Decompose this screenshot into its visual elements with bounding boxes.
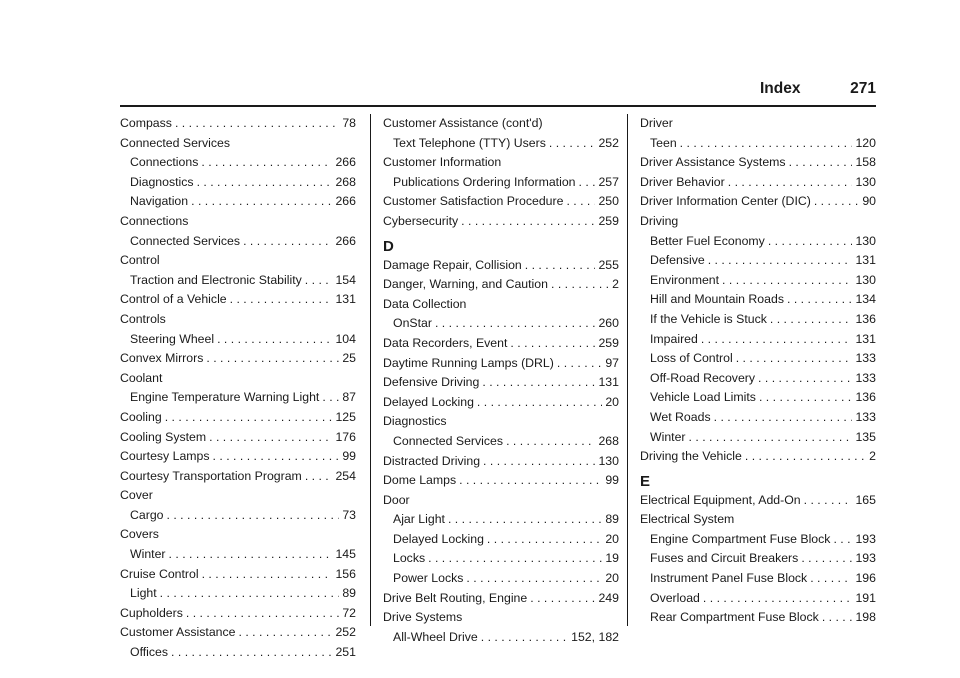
index-subentry (120, 232, 356, 252)
dot-leader (230, 290, 333, 310)
entry-page-ref: 191 (855, 590, 876, 605)
dot-leader (197, 173, 333, 193)
entry-page-ref: 131 (598, 375, 619, 390)
index-entry (120, 447, 356, 467)
index-subentry (640, 251, 876, 271)
column-divider (627, 114, 628, 626)
index-entry (383, 354, 619, 374)
index-group-heading: Door (383, 492, 410, 507)
entry-page-ref: 104 (335, 331, 356, 346)
entry-term: Steering Wheel (130, 331, 215, 346)
dot-leader (758, 369, 852, 389)
entry-page-ref: 131 (335, 292, 356, 307)
dot-leader (466, 569, 602, 589)
entry-term: Winter (650, 429, 686, 444)
index-subentry (383, 134, 619, 154)
entry-term: Courtesy Lamps (120, 449, 210, 464)
index-entry (120, 604, 356, 624)
entry-page-ref: 20 (605, 394, 619, 409)
dot-leader (217, 330, 332, 350)
dot-leader (305, 467, 333, 487)
entry-term: Navigation (130, 194, 189, 209)
entry-page-ref: 134 (855, 292, 876, 307)
entry-term: Damage Repair, Collision (383, 257, 522, 272)
index-entry (383, 589, 619, 609)
index-group-heading: Connected Services (120, 135, 231, 150)
dot-leader (728, 173, 853, 193)
entry-page-ref: 198 (855, 610, 876, 625)
dot-leader (213, 447, 340, 467)
dot-leader (481, 628, 568, 648)
entry-term: Cruise Control (120, 566, 199, 581)
index-subentry (640, 549, 876, 569)
index-subentry (640, 310, 876, 330)
entry-term: Delayed Locking (383, 394, 474, 409)
header-rule (120, 105, 876, 107)
index-entry (120, 467, 356, 487)
entry-term: Cargo (130, 507, 164, 522)
index-group-heading: Connections (120, 213, 189, 228)
index-group-heading: Data Collection (383, 296, 467, 311)
index-entry (383, 393, 619, 413)
entry-term: Drive Belt Routing, Engine (383, 590, 528, 605)
entry-page-ref: 251 (335, 645, 356, 660)
dot-leader (814, 192, 859, 212)
index-entry (640, 153, 876, 173)
entry-page-ref: 131 (855, 253, 876, 268)
index-subentry (120, 643, 356, 663)
entry-page-ref: 165 (855, 492, 876, 507)
entry-page-ref: 131 (855, 331, 876, 346)
index-group-heading: Cover (120, 488, 153, 503)
dot-leader (689, 428, 853, 448)
dot-leader (549, 134, 596, 154)
dot-leader (579, 173, 596, 193)
dot-leader (787, 290, 852, 310)
entry-term: Driver Information Center (DIC) (640, 194, 811, 209)
index-entry (383, 192, 619, 212)
index-group-heading: Covers (120, 527, 159, 542)
dot-leader (167, 506, 340, 526)
index-subentry (383, 569, 619, 589)
entry-term: Cooling (120, 409, 162, 424)
entry-term: Driver Behavior (640, 174, 725, 189)
entry-page-ref: 78 (342, 116, 356, 130)
entry-term: Power Locks (393, 571, 464, 586)
dot-leader (551, 275, 609, 295)
index-subentry (640, 369, 876, 389)
index-entry (383, 471, 619, 491)
entry-term: Fuses and Circuit Breakers (650, 551, 799, 566)
entry-page-ref: 130 (855, 272, 876, 287)
index-subentry (120, 330, 356, 350)
entry-term: All-Wheel Drive (393, 629, 478, 644)
entry-page-ref: 89 (342, 586, 356, 601)
entry-term: Light (130, 586, 157, 601)
dot-leader (165, 408, 333, 428)
dot-leader (745, 447, 866, 467)
entry-page-ref: 73 (342, 507, 356, 522)
dot-leader (239, 623, 333, 643)
index-subentry (120, 545, 356, 565)
index-entry (120, 114, 356, 134)
entry-term: Electrical Equipment, Add-On (640, 492, 801, 507)
dot-leader (530, 589, 595, 609)
entry-term: Instrument Panel Fuse Block (650, 571, 808, 586)
entry-term: OnStar (393, 316, 432, 331)
index-entry (640, 192, 876, 212)
dot-leader (810, 569, 852, 589)
entry-page-ref: 130 (855, 233, 876, 248)
entry-page-ref: 90 (862, 194, 876, 209)
entry-page-ref: 268 (598, 433, 619, 448)
entry-term: Publications Ordering Information (393, 174, 576, 189)
page-header (760, 80, 876, 104)
entry-term: Engine Compartment Fuse Block (650, 531, 831, 546)
entry-term: Courtesy Transportation Program (120, 468, 302, 483)
index-subentry (640, 589, 876, 609)
entry-term: Rear Compartment Fuse Block (650, 610, 819, 625)
dot-leader (701, 330, 853, 350)
dot-leader (305, 271, 333, 291)
entry-term: Driving the Vehicle (640, 449, 742, 464)
index-subentry (120, 271, 356, 291)
entry-term: Connections (130, 155, 199, 170)
entry-term: Daytime Running Lamps (DRL) (383, 355, 554, 370)
entry-page-ref: 193 (855, 551, 876, 566)
entry-term: Locks (393, 551, 426, 566)
entry-page-ref: 154 (335, 272, 356, 287)
entry-page-ref: 259 (598, 213, 619, 228)
entry-term: Offices (130, 645, 169, 660)
entry-term: Cybersecurity (383, 213, 459, 228)
index-group-heading: Drive Systems (383, 610, 463, 625)
entry-page-ref: 99 (342, 449, 356, 464)
entry-page-ref: 130 (598, 453, 619, 468)
entry-page-ref: 133 (855, 370, 876, 385)
entry-page-ref: 259 (598, 335, 619, 350)
dot-leader (680, 134, 853, 154)
dot-leader (708, 251, 853, 271)
index-subentry (383, 432, 619, 452)
entry-page-ref: 2 (869, 449, 876, 464)
entry-page-ref: 257 (598, 174, 619, 189)
dot-leader (506, 432, 595, 452)
index-entry (120, 290, 356, 310)
dot-leader (714, 408, 853, 428)
entry-page-ref: 125 (335, 409, 356, 424)
index-entry (383, 334, 619, 354)
dot-leader (482, 373, 595, 393)
dot-leader (160, 584, 340, 604)
index-subentry (640, 569, 876, 589)
index-subentry (640, 232, 876, 252)
index-entry (383, 256, 619, 276)
dot-leader (448, 510, 602, 530)
index-group-heading: Driving (640, 213, 679, 228)
entry-page-ref: 266 (335, 233, 356, 248)
entry-page-ref: 87 (342, 390, 356, 405)
dot-leader (510, 334, 595, 354)
index-entry (120, 349, 356, 369)
entry-term: If the Vehicle is Stuck (650, 311, 767, 326)
entry-term: Connected Services (130, 233, 241, 248)
entry-page-ref: 20 (605, 571, 619, 586)
index-subentry (640, 530, 876, 550)
entry-page-ref: 196 (855, 571, 876, 586)
entry-term: Text Telephone (TTY) Users (393, 135, 546, 150)
entry-term: Teen (650, 135, 677, 150)
dot-leader (209, 428, 332, 448)
index-group-heading: Diagnostics (383, 414, 447, 429)
entry-term: Ajar Light (393, 512, 445, 527)
entry-page-ref: 19 (605, 551, 619, 566)
index-entry (640, 491, 876, 511)
index-subentry (120, 153, 356, 173)
dot-leader (191, 192, 332, 212)
dot-leader (566, 192, 595, 212)
index-subentry (120, 192, 356, 212)
index-entry (120, 623, 356, 643)
entry-term: Overload (650, 590, 700, 605)
entry-term: Hill and Mountain Roads (650, 292, 784, 307)
index-subentry (383, 510, 619, 530)
index-subentry (120, 173, 356, 193)
entry-term: Impaired (650, 331, 698, 346)
entry-term: Off-Road Recovery (650, 370, 756, 385)
dot-leader (768, 232, 853, 252)
dot-leader (428, 549, 602, 569)
entry-term: Connected Services (393, 433, 504, 448)
entry-term: Wet Roads (650, 409, 711, 424)
dot-leader (461, 212, 595, 232)
entry-page-ref: 145 (335, 547, 356, 562)
index-subentry (120, 506, 356, 526)
entry-term: Traction and Electronic Stability (130, 272, 302, 287)
index-subentry (383, 530, 619, 550)
index-group-heading: Customer Assistance (cont'd) (383, 116, 543, 130)
index-subentry (640, 290, 876, 310)
entry-page-ref: 130 (855, 174, 876, 189)
entry-page-ref: 156 (335, 566, 356, 581)
entry-term: Cooling System (120, 429, 207, 444)
dot-leader (186, 604, 339, 624)
dot-leader (322, 388, 339, 408)
entry-term: Loss of Control (650, 351, 733, 366)
dot-leader (175, 114, 339, 134)
index-column-3 (640, 114, 876, 628)
index-subentry (383, 173, 619, 193)
dot-leader (770, 310, 853, 330)
entry-page-ref: 136 (855, 311, 876, 326)
entry-page-ref: 158 (855, 155, 876, 170)
entry-term: Winter (130, 547, 166, 562)
index-subentry (640, 408, 876, 428)
entry-term: Vehicle Load Limits (650, 390, 756, 405)
entry-page-ref: 89 (605, 512, 619, 527)
entry-term: Delayed Locking (393, 531, 484, 546)
index-group-heading: Controls (120, 311, 166, 326)
index-group-heading: Coolant (120, 370, 163, 385)
dot-leader (722, 271, 852, 291)
entry-term: Cupholders (120, 605, 183, 620)
entry-term: Engine Temperature Warning Light (130, 390, 320, 405)
dot-leader (703, 589, 853, 609)
entry-page-ref: 252 (598, 135, 619, 150)
dot-leader (525, 256, 596, 276)
dot-leader (459, 471, 602, 491)
index-entry (120, 428, 356, 448)
entry-page-ref: 135 (855, 429, 876, 444)
index-entry (640, 447, 876, 467)
entry-term: Convex Mirrors (120, 351, 204, 366)
entry-page-ref: 250 (598, 194, 619, 209)
dot-leader (206, 349, 339, 369)
index-subentry (120, 584, 356, 604)
entry-term: Driver Assistance Systems (640, 155, 786, 170)
entry-page-ref: 20 (605, 531, 619, 546)
entry-page-ref: 252 (335, 625, 356, 640)
dot-leader (801, 549, 852, 569)
dot-leader (477, 393, 602, 413)
index-subentry (383, 549, 619, 569)
entry-term: Diagnostics (130, 174, 194, 189)
entry-term: Compass (120, 116, 172, 130)
dot-leader (759, 388, 853, 408)
entry-page-ref: 266 (335, 155, 356, 170)
page-number: 271 (850, 80, 876, 97)
entry-term: Dome Lamps (383, 473, 457, 488)
entry-term: Distracted Driving (383, 453, 481, 468)
dot-leader (483, 452, 595, 472)
entry-page-ref: 72 (342, 605, 356, 620)
index-group-heading: Control (120, 253, 160, 268)
dot-leader (171, 643, 332, 663)
dot-leader (833, 530, 852, 550)
section-title: Index (760, 80, 801, 97)
index-entry (120, 565, 356, 585)
entry-term: Defensive Driving (383, 375, 480, 390)
entry-page-ref: 268 (335, 174, 356, 189)
entry-term: Danger, Warning, and Caution (383, 277, 548, 292)
entry-term: Customer Satisfaction Procedure (383, 194, 564, 209)
entry-page-ref: 254 (335, 468, 356, 483)
entry-page-ref: 249 (598, 590, 619, 605)
index-entry (383, 373, 619, 393)
index-entry (383, 275, 619, 295)
index-subentry (640, 134, 876, 154)
index-entry (383, 452, 619, 472)
entry-term: Defensive (650, 253, 705, 268)
section-letter: E (640, 472, 651, 490)
index-subentry (383, 314, 619, 334)
index-entry (120, 408, 356, 428)
index-column-1 (120, 114, 356, 663)
entry-page-ref: 99 (605, 473, 619, 488)
entry-term: Control of a Vehicle (120, 292, 227, 307)
entry-page-ref: 266 (335, 194, 356, 209)
entry-page-ref: 133 (855, 351, 876, 366)
index-subentry (640, 349, 876, 369)
column-divider (370, 114, 371, 626)
entry-page-ref: 136 (855, 390, 876, 405)
dot-leader (202, 565, 333, 585)
entry-term: Data Recorders, Event (383, 335, 508, 350)
index-subentry (120, 388, 356, 408)
dot-leader (487, 530, 602, 550)
index-entry (640, 173, 876, 193)
entry-page-ref: 260 (598, 316, 619, 331)
entry-page-ref: 2 (612, 277, 619, 292)
dot-leader (736, 349, 853, 369)
dot-leader (201, 153, 332, 173)
entry-term: Better Fuel Economy (650, 233, 765, 248)
index-column-2 (383, 114, 619, 647)
entry-page-ref: 133 (855, 409, 876, 424)
entry-page-ref: 152, 182 (571, 629, 619, 644)
dot-leader (822, 608, 853, 628)
index-subentry (640, 388, 876, 408)
entry-page-ref: 255 (598, 257, 619, 272)
entry-page-ref: 193 (855, 531, 876, 546)
dot-leader (243, 232, 332, 252)
index-entry (383, 212, 619, 232)
dot-leader (789, 153, 853, 173)
index-subentry (640, 608, 876, 628)
index-subentry (640, 428, 876, 448)
entry-page-ref: 176 (335, 429, 356, 444)
dot-leader (435, 314, 596, 334)
index-group-heading: Customer Information (383, 155, 502, 170)
entry-term: Environment (650, 272, 720, 287)
dot-leader (804, 491, 853, 511)
index-group-heading: Driver (640, 116, 673, 130)
entry-page-ref: 120 (855, 135, 876, 150)
index-group-heading: Electrical System (640, 512, 735, 527)
index-subentry (383, 628, 619, 648)
index-subentry (640, 271, 876, 291)
dot-leader (557, 354, 602, 374)
entry-term: Customer Assistance (120, 625, 236, 640)
entry-page-ref: 25 (342, 351, 356, 366)
entry-page-ref: 97 (605, 355, 619, 370)
section-letter: D (383, 237, 394, 255)
dot-leader (169, 545, 333, 565)
index-subentry (640, 330, 876, 350)
